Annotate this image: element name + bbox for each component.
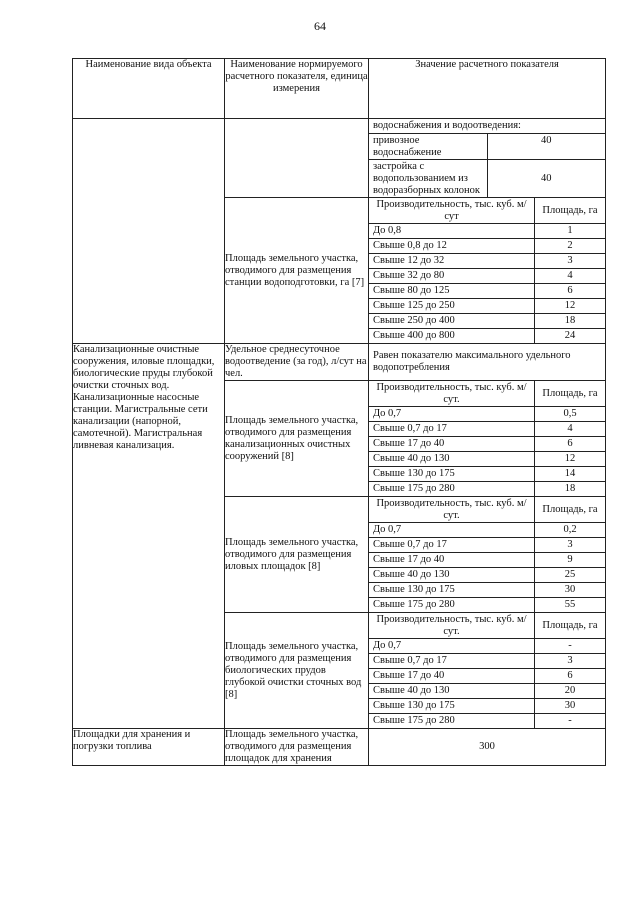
disposal-value: Равен показателю максимального удельного водопотребления [373,350,571,373]
station-head-capacity: Производительность, тыс. куб. м/ сут [369,198,535,224]
range-label: Свыше 0,7 до 17 [369,654,535,669]
water-row-label: застройка с водопользованием из водоразборных колонок [373,161,481,196]
ponds-subtable [369,613,605,728]
range-label: Свыше 175 до 280 [373,483,455,494]
list-item [369,482,605,497]
area-value: 24 [535,329,606,344]
area-value: 20 [535,684,606,699]
list-item [369,452,605,467]
treatment-head-area: Площадь, га [535,381,606,407]
area-value: 18 [535,314,606,329]
disposal-indicator-cell: Удельное среднесуточное водоотведение (за год), л/сут на чел. [225,344,367,379]
station-subtable [369,198,605,343]
range-label: До 0,8 [369,224,535,239]
list-item [369,269,605,284]
water-values-cell [369,119,606,198]
range-label: Свыше 32 до 80 [369,269,535,284]
range-label: Свыше 12 до 32 [369,254,535,269]
ponds-values-cell [369,613,606,729]
area-value: 2 [535,239,606,254]
header-indicator-value: Значение расчетного показателя [369,59,606,119]
water-row-value: 40 [487,134,605,160]
range-label: Свыше 17 до 40 [369,669,535,684]
range-label: Свыше 40 до 130 [369,684,535,699]
ponds-head-capacity: Производительность, тыс. куб. м/сут. [369,613,535,639]
list-item [369,119,605,134]
range-label: Свыше 125 до 250 [369,299,535,314]
water-subtable [369,119,605,197]
list-item [369,714,605,729]
area-value: 1 [535,224,606,239]
area-value: 4 [535,269,606,284]
station-head-area: Площадь, га [535,198,606,224]
treatment-values-cell [369,381,606,497]
header-indicator-name: Наименование нормируемого расчетного показателя, единица измерения [225,59,369,119]
area-value: 4 [535,422,606,437]
range-label: Свыше 250 до 400 [369,314,535,329]
range-label: Свыше 40 до 130 [369,452,535,467]
list-item [369,613,605,639]
area-value: 55 [535,598,606,613]
range-label: Свыше 130 до 175 [369,699,535,714]
list-item [369,583,605,598]
list-item [369,553,605,568]
range-label: До 0,7 [369,407,535,422]
list-item [369,654,605,669]
norms-table [72,58,606,766]
list-item [369,598,605,613]
table-row [73,344,606,381]
area-value: 30 [535,583,606,598]
area-value: 9 [535,553,606,568]
range-label: Свыше 175 до 280 [373,715,455,726]
area-value: 30 [535,699,606,714]
area-value: 18 [535,482,606,497]
area-value: 3 [535,538,606,553]
range-label: Свыше 0,8 до 12 [369,239,535,254]
range-label: Свыше 130 до 175 [369,583,535,598]
sludge-head-area: Площадь, га [535,497,606,523]
fuel-value: 300 [479,741,495,752]
list-item [369,198,605,224]
list-item [369,134,605,160]
treatment-indicator-cell: Площадь земельного участка, отводимого для размещения канализационных очистных сооружений [8] [225,381,369,497]
list-item [369,437,605,452]
range-label: Свыше 0,7 до 17 [369,422,535,437]
list-item [369,224,605,239]
area-value: - [535,639,606,654]
list-item [369,239,605,254]
range-label: Свыше 17 до 40 [369,437,535,452]
list-item [369,381,605,407]
station-values-cell [369,198,606,344]
range-label: Свыше 400 до 800 [373,330,455,341]
range-label: До 0,7 [369,523,535,538]
table-header-row [73,59,606,119]
area-value: 6 [535,437,606,452]
list-item [369,254,605,269]
station-indicator-cell: Площадь земельного участка, отводимого для размещения станции водоподготовки, га [7] [225,198,369,344]
list-item [369,467,605,482]
fuel-object-cell: Площадки для хранения и погрузки топлива [73,729,225,766]
list-item [369,299,605,314]
area-value: 3 [535,654,606,669]
disposal-value-cell [369,344,606,381]
table-row [73,729,606,766]
header-object-type: Наименование вида объекта [73,59,225,119]
list-item [369,422,605,437]
list-item [369,699,605,714]
list-item [369,284,605,299]
water-row-label: привозное водоснабжение [369,134,487,160]
list-item [369,684,605,699]
list-item [369,329,605,344]
sewer-object-cell: Канализационные очистные сооружения, иловые площадки, биологические пруды глубокой очистки сточных вод. Канализационные насосные станции. Магистральные сети канализации (напорной, самотечной). Магистральная ливневая канализация. [73,344,225,729]
ponds-head-area: Площадь, га [535,613,606,639]
range-label: Свыше 0,7 до 17 [369,538,535,553]
treatment-subtable [369,381,605,496]
fuel-value-cell [369,729,606,766]
area-value: 0,2 [535,523,606,538]
sludge-head-capacity: Производительность, тыс. куб. м/сут. [369,497,535,523]
range-label: Свыше 17 до 40 [369,553,535,568]
area-value: - [535,714,606,729]
sludge-subtable [369,497,605,612]
list-item [369,523,605,538]
list-item [369,568,605,583]
water-row-value: 40 [487,160,605,198]
list-item [369,538,605,553]
water-row-label: водоснабжения и водоотведения: [369,119,605,134]
water-indicator-cell [225,119,369,198]
area-value: 25 [535,568,606,583]
range-label: Свыше 40 до 130 [369,568,535,583]
treatment-head-capacity: Производительность, тыс. куб. м/сут. [369,381,535,407]
page-number: 64 [314,19,326,33]
range-label: Свыше 80 до 125 [369,284,535,299]
sludge-values-cell [369,497,606,613]
fuel-indicator-cell: Площадь земельного участка, отводимого для размещения площадок для хранения [225,729,369,766]
area-value: 12 [535,452,606,467]
list-item [369,497,605,523]
list-item [369,639,605,654]
area-value: 12 [535,299,606,314]
range-label: До 0,7 [369,639,535,654]
area-value: 6 [535,669,606,684]
table-row [73,119,606,198]
ponds-indicator-cell: Площадь земельного участка, отводимого для размещения биологических прудов глубокой очистки сточных вод [8] [225,613,369,729]
range-label: Свыше 175 до 280 [373,599,455,610]
area-value: 3 [535,254,606,269]
area-value: 6 [535,284,606,299]
list-item [369,669,605,684]
list-item [369,314,605,329]
list-item [369,407,605,422]
range-label: Свыше 130 до 175 [369,467,535,482]
area-value: 14 [535,467,606,482]
sludge-indicator-cell: Площадь земельного участка, отводимого для размещения иловых площадок [8] [225,497,369,613]
list-item [369,160,605,198]
area-value: 0,5 [535,407,606,422]
water-object-cell [73,119,225,344]
